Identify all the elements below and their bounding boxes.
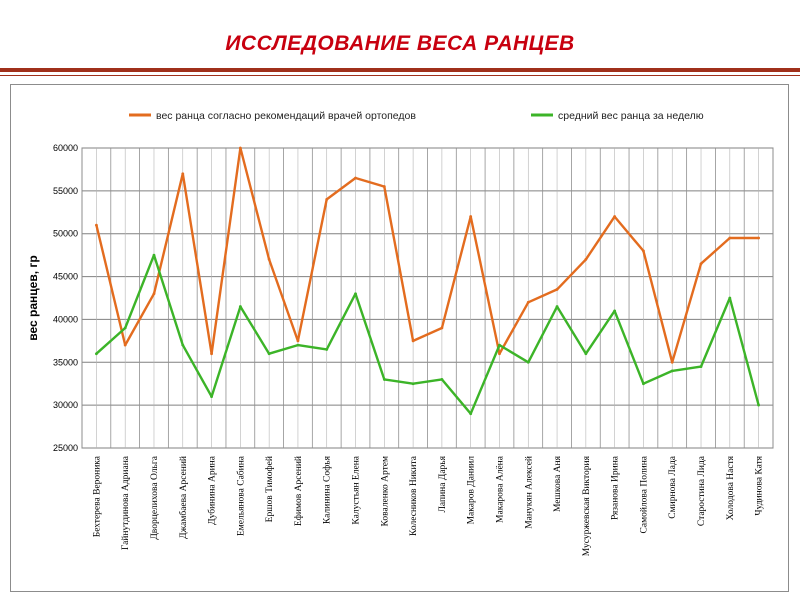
- x-category-label: Лапина Дарья: [437, 456, 448, 513]
- point-orthopedic: [297, 339, 300, 342]
- x-category-label: Джамбаева Арсений: [178, 456, 189, 539]
- point-weekly-average: [268, 352, 271, 355]
- point-weekly-average: [469, 412, 472, 415]
- point-orthopedic: [354, 177, 357, 180]
- x-category-label: Холодова Настя: [725, 456, 736, 521]
- slide-title: ИССЛЕДОВАНИЕ ВЕСА РАНЦЕВ: [225, 32, 575, 55]
- point-weekly-average: [440, 378, 443, 381]
- point-weekly-average: [325, 348, 328, 351]
- point-weekly-average: [354, 292, 357, 295]
- x-axis-categories: [92, 455, 764, 556]
- x-category-label: Ефимов Арсений: [293, 456, 304, 527]
- y-tick-label: 45000: [52, 271, 78, 282]
- point-orthopedic: [181, 172, 184, 175]
- point-orthopedic: [757, 237, 760, 240]
- point-orthopedic: [268, 258, 271, 261]
- point-orthopedic: [642, 249, 645, 252]
- point-orthopedic: [325, 198, 328, 201]
- legend-label-orthopedic: вес ранца согласно рекомендаций врачей ортопедов: [156, 110, 416, 122]
- x-category-label: Калустьян Елена: [351, 456, 362, 525]
- y-tick-label: 60000: [52, 143, 78, 153]
- point-weekly-average: [671, 369, 674, 372]
- x-category-label: Гайнутдинова Адриана: [121, 456, 132, 551]
- y-axis-label: вес ранцев, гр: [26, 255, 40, 341]
- x-category-label: Бехтерева Вероника: [92, 456, 103, 538]
- title-rule: [0, 68, 800, 72]
- x-category-label: Макаров Даниил: [466, 456, 477, 525]
- point-weekly-average: [412, 382, 415, 385]
- point-orthopedic: [671, 361, 674, 364]
- point-weekly-average: [728, 297, 731, 300]
- x-category-label: Смирнова Лада: [668, 456, 679, 519]
- point-weekly-average: [556, 305, 559, 308]
- x-category-label: Дубинина Арина: [207, 456, 218, 525]
- point-orthopedic: [153, 292, 156, 295]
- x-category-label: Калинина Софья: [322, 456, 333, 525]
- point-weekly-average: [642, 382, 645, 385]
- x-category-label: Самойлова Полина: [639, 456, 650, 534]
- x-category-label: Рязанова Ирина: [610, 456, 621, 521]
- point-orthopedic: [412, 339, 415, 342]
- line-chart: [11, 85, 788, 591]
- y-axis-ticks: [53, 143, 78, 453]
- x-category-label: Чудинова Катя: [754, 456, 765, 516]
- x-category-label: Манукян Алексей: [524, 456, 535, 529]
- point-orthopedic: [613, 215, 616, 218]
- point-weekly-average: [95, 352, 98, 355]
- point-weekly-average: [700, 365, 703, 368]
- x-category-label: Емельянова Сабина: [236, 456, 247, 537]
- point-weekly-average: [124, 327, 127, 330]
- x-category-label: Мусуржевская Виктория: [581, 456, 592, 557]
- point-orthopedic: [383, 185, 386, 188]
- point-orthopedic: [124, 344, 127, 347]
- y-tick-label: 40000: [52, 314, 78, 325]
- point-orthopedic: [440, 327, 443, 330]
- point-orthopedic: [210, 352, 213, 355]
- point-weekly-average: [181, 344, 184, 347]
- point-orthopedic: [584, 258, 587, 261]
- y-tick-label: 35000: [52, 357, 78, 368]
- title-rule-thin: [0, 75, 800, 76]
- point-weekly-average: [297, 344, 300, 347]
- x-category-label: Мешкова Аня: [553, 456, 564, 513]
- point-weekly-average: [757, 404, 760, 407]
- point-weekly-average: [383, 378, 386, 381]
- y-tick-label: 55000: [52, 185, 78, 196]
- y-tick-label: 30000: [52, 400, 78, 411]
- point-weekly-average: [527, 361, 530, 364]
- point-weekly-average: [498, 344, 501, 347]
- point-orthopedic: [700, 262, 703, 265]
- x-category-label: Макарова Алёна: [495, 456, 506, 523]
- point-orthopedic: [498, 352, 501, 355]
- y-tick-label: 25000: [52, 443, 78, 453]
- point-orthopedic: [556, 288, 559, 291]
- x-category-label: Старостина Лида: [697, 456, 707, 527]
- point-orthopedic: [728, 237, 731, 240]
- x-category-label: Дворцелихова Ольга: [150, 456, 160, 540]
- legend: [129, 110, 704, 122]
- x-category-label: Колесников Никита: [409, 456, 420, 536]
- point-orthopedic: [95, 224, 98, 227]
- point-weekly-average: [210, 395, 213, 398]
- point-weekly-average: [584, 352, 587, 355]
- point-orthopedic: [527, 301, 530, 304]
- x-category-label: Ершов Тимофей: [265, 456, 276, 523]
- point-weekly-average: [153, 254, 156, 257]
- chart-frame: [10, 84, 789, 592]
- point-weekly-average: [613, 309, 616, 312]
- point-weekly-average: [239, 305, 242, 308]
- x-category-label: Коваленко Артем: [380, 456, 391, 527]
- legend-label-weekly-average: средний вес ранца за неделю: [558, 110, 704, 122]
- point-orthopedic: [239, 147, 242, 150]
- y-tick-label: 50000: [52, 228, 78, 239]
- point-orthopedic: [469, 215, 472, 218]
